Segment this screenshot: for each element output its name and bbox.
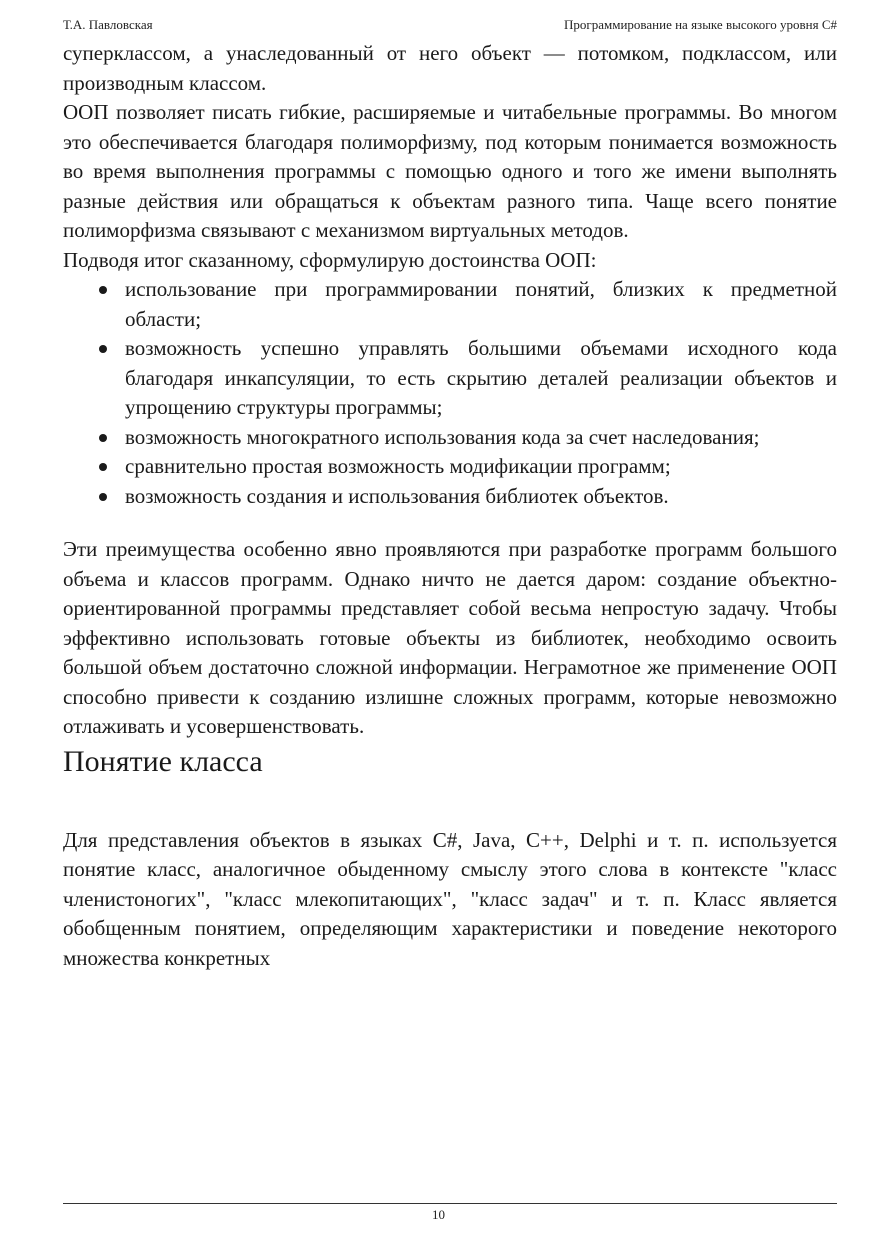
list-item bbox=[125, 423, 837, 453]
list-item-text: использование при программировании понятий, близких к предметной области; bbox=[125, 277, 837, 331]
bullet-icon bbox=[99, 345, 107, 353]
section-heading: Понятие класса bbox=[63, 744, 263, 778]
paragraph-advantages-note: Эти преимущества особенно явно проявляются при разработке программ большого объема и классов программ. Однако ничто не дается даром: создание объектно-ориентированной программы представляет собой весьма непростую задачу. Чтобы эффективно использовать готовые объекты из библиотек, необходимо освоить большой объем достаточно сложной информации. Неграмотное же применение ООП способно привести к созданию излишне сложных программ, которые невозможно отлаживать и усовершенствовать. bbox=[63, 537, 837, 738]
list-item-text: возможность успешно управлять большими объемами исходного кода благодаря инкапсуляции, то есть скрытию деталей реализации объектов и упрощению структуры программы; bbox=[125, 336, 837, 419]
page-content bbox=[63, 39, 837, 973]
list-item bbox=[125, 275, 837, 334]
list-item-text: возможность создания и использования библиотек объектов. bbox=[125, 483, 669, 508]
bullet-icon bbox=[99, 434, 107, 442]
list-item bbox=[125, 452, 837, 482]
page-number: 10 bbox=[432, 1207, 445, 1222]
bullet-icon bbox=[99, 463, 107, 471]
paragraph-continuation: суперклассом, а унаследованный от него объект — потомком, подклассом, или производным классом. bbox=[63, 41, 837, 95]
paragraph-oop-flexibility: ООП позволяет писать гибкие, расширяемые и читабельные программы. Во многом это обеспечивается благодаря полиморфизму, под которым понимается возможность во время выполнения программы с помощью одного и того же имени выполнять разные действия или обращаться к объектам разного типа. Чаще всего понятие полиморфизма связывают с механизмом виртуальных методов. bbox=[63, 100, 837, 242]
advantages-list bbox=[63, 275, 837, 511]
running-header bbox=[63, 17, 837, 33]
list-item-text: возможность многократного использования кода за счет наследования; bbox=[125, 424, 760, 449]
list-item bbox=[125, 334, 837, 423]
paragraph-summary-intro: Подводя итог сказанному, сформулирую достоинства ООП: bbox=[63, 247, 597, 272]
header-book-title: Программирование на языке высокого уровня C# bbox=[564, 17, 837, 32]
bullet-icon bbox=[99, 493, 107, 501]
header-author: Т.А. Павловская bbox=[63, 17, 153, 32]
paragraph-class-intro: Для представления объектов в языках C#, Java, С++, Delphi и т. п. используется понятие класс, аналогичное обыденному смыслу этого слова в контексте "класс членистоногих", "класс млекопитающих", "класс задач" и т. п. Класс является обобщенным понятием, определяющим характеристики и поведение некоторого множества конкретных bbox=[63, 827, 837, 970]
footer-divider bbox=[63, 1203, 837, 1204]
list-item bbox=[125, 482, 837, 512]
list-item-text: сравнительно простая возможность модификации программ; bbox=[125, 454, 671, 478]
bullet-icon bbox=[99, 286, 107, 294]
